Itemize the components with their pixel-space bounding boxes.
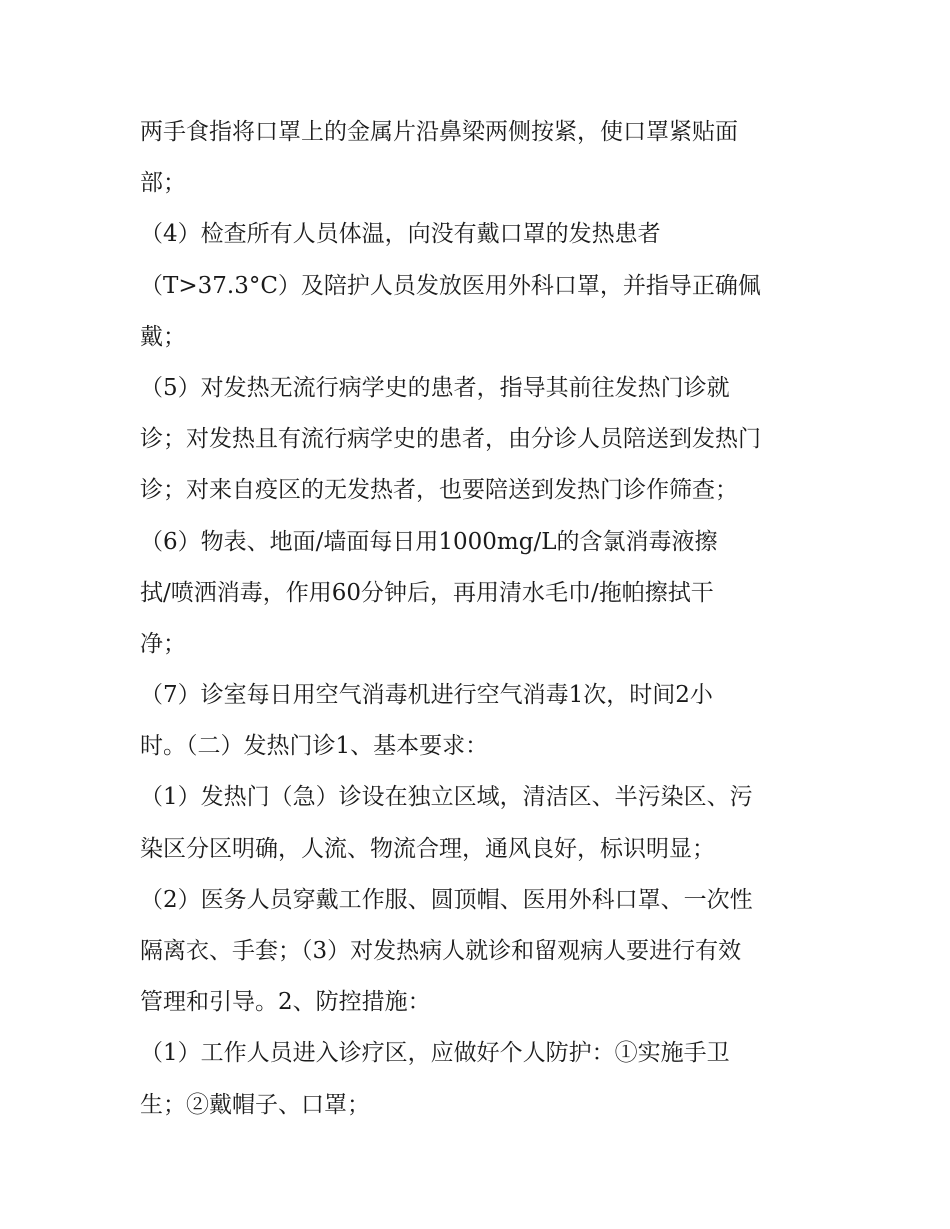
text-line: 诊；对来自疫区的无发热者，也要陪送到发热门诊作筛查； [140, 477, 738, 504]
text-line: （6）物表、地面/墙面每日用1000mg/L的含氯消毒液擦 [140, 528, 718, 555]
text-line: 戴； [140, 323, 186, 350]
text-line: （2）医务人员穿戴工作服、圆顶帽、医用外科口罩、一次性 [140, 886, 753, 913]
text-line: 时。（二）发热门诊1、基本要求： [140, 733, 489, 760]
text-line: 染区分区明确，人流、物流合理，通风良好，标识明显； [140, 835, 715, 862]
text-line: （1）发热门（急）诊设在独立区域，清洁区、半污染区、污 [140, 784, 753, 811]
text-line: 净； [140, 630, 186, 657]
text-line: （5）对发热无流行病学史的患者，指导其前往发热门诊就 [140, 374, 730, 401]
document-body [140, 107, 830, 1131]
text-line: 部； [140, 170, 186, 197]
text-line: （1）工作人员进入诊疗区，应做好个人防护：①实施手卫 [140, 1040, 730, 1067]
text-line: 隔离衣、手套；（3）对发热病人就诊和留观病人要进行有效 [140, 938, 742, 964]
text-line: 生；②戴帽子、口罩； [140, 1091, 370, 1118]
text-line: （4）检查所有人员体温，向没有戴口罩的发热患者 [140, 221, 661, 248]
text-line: 管理和引导。2、防控措施： [140, 989, 431, 1016]
text-line: 两手食指将口罩上的金属片沿鼻梁两侧按紧，使口罩紧贴面 [140, 119, 738, 145]
text-line: （T>37.3°C）及陪护人员发放医用外科口罩，并指导正确佩 [140, 272, 761, 299]
text-line: 诊；对发热且有流行病学史的患者，由分诊人员陪送到发热门 [140, 426, 761, 453]
text-line: 拭/喷洒消毒，作用60分钟后，再用清水毛巾/拖帕擦拭干 [140, 579, 714, 606]
text-line: （7）诊室每日用空气消毒机进行空气消毒1次，时间2小 [140, 682, 713, 709]
